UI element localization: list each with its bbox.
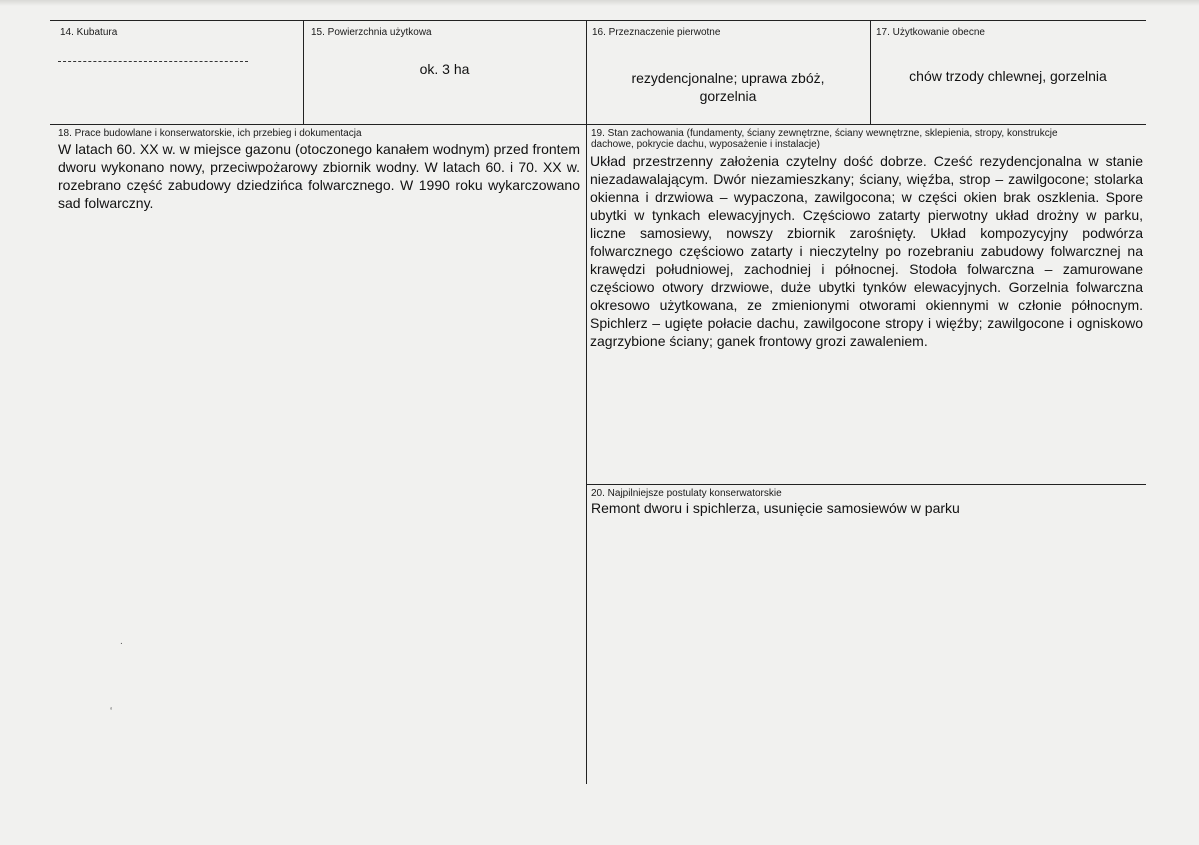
scan-speck: ‘ [110,706,113,717]
field-20-postulaty [586,484,1146,784]
field-18-prace-budowlane [50,124,586,784]
scan-top-shadow [0,0,1199,6]
field-17-value: chów trzody chlewnej, gorzelnia [909,68,1107,84]
field-15-label: 15. Powierzchnia użytkowa [311,27,432,38]
field-20-value: Remont dworu i spichlerza, usunięcie samosiewów w parku [591,500,960,516]
field-20-label: 20. Najpilniejsze postulaty konserwatorskie [591,488,782,499]
field-16-label: 16. Przeznaczenie pierwotne [592,27,721,38]
field-15-value: ok. 3 ha [419,61,470,77]
field-16-value: rezydencjonalne; uprawa zbóż, gorzelnia [631,70,825,104]
field-14-label: 14. Kubatura [60,27,118,38]
field-16-przeznaczenie-pierwotne [586,20,870,124]
field-17-label: 17. Użytkowanie obecne [876,27,985,38]
field-15-powierzchnia [303,20,586,124]
field-19-label: 19. Stan zachowania (fundamenty, ściany zewnętrzne, ściany wewnętrzne, sklepienia, stropy, konstrukcje dachowe, pokrycie dachu, wyposażenie i instalacje) [591,128,1058,150]
field-17-uzytkowanie-obecne [870,20,1146,124]
field-19-stan-zachowania [586,124,1146,484]
field-18-label: 18. Prace budowlane i konserwatorskie, ich przebieg i dokumentacja [58,128,362,139]
scan-speck: . [120,636,123,647]
field-14-blank-line [58,61,248,62]
field-19-value: Układ przestrzenny założenia czytelny dość dobrze. Cześć rezydencjonalna w stanie niezadawalającym. Dwór niezamieszkany; ściany, więźba, strop – zawilgocone; stolarka okienna i drzwiowa – wypaczona, zawilgocona; w części okien brak oszklenia. Spore ubytki w tynkach elewacyjnych. Częściowo zatarty pierwotny układ drożny w parku, liczne samosiewy, nowszy zbiornik zarośnięty. Układ kompozycyjny podwórza folwarcznego częściowo zatarty i nieczytelny po rozebraniu zabudowy folwarcznej na krawędzi południowej, zachodniej i północnej. Stodoła folwarczna – zamurowane częściowo otwory drzwiowe, duże ubytki tynków elewacyjnych. Gorzelnia folwarczna okresowo użytkowana, ze zmienionymi otworami okiennymi w członie północnym. Spichlerz – ugięte połacie dachu, zawilgocone stropy i więźby; zawilgocone i ogniskowo zagrzybione ściany; ganek frontowy grozi zawaleniem. [590,153,1143,349]
field-14-kubatura [50,20,303,124]
field-18-value: W latach 60. XX w. w miejsce gazonu (otoczonego kanałem wodnym) przed frontem dworu wykonano nowy, przeciwpożarowy zbiornik wodny. W latach 60. i 70. XX w. rozebrano część zabudowy dziedzińca folwarcznego. W 1990 roku wykarczowano sad folwarczny. [58,141,580,211]
